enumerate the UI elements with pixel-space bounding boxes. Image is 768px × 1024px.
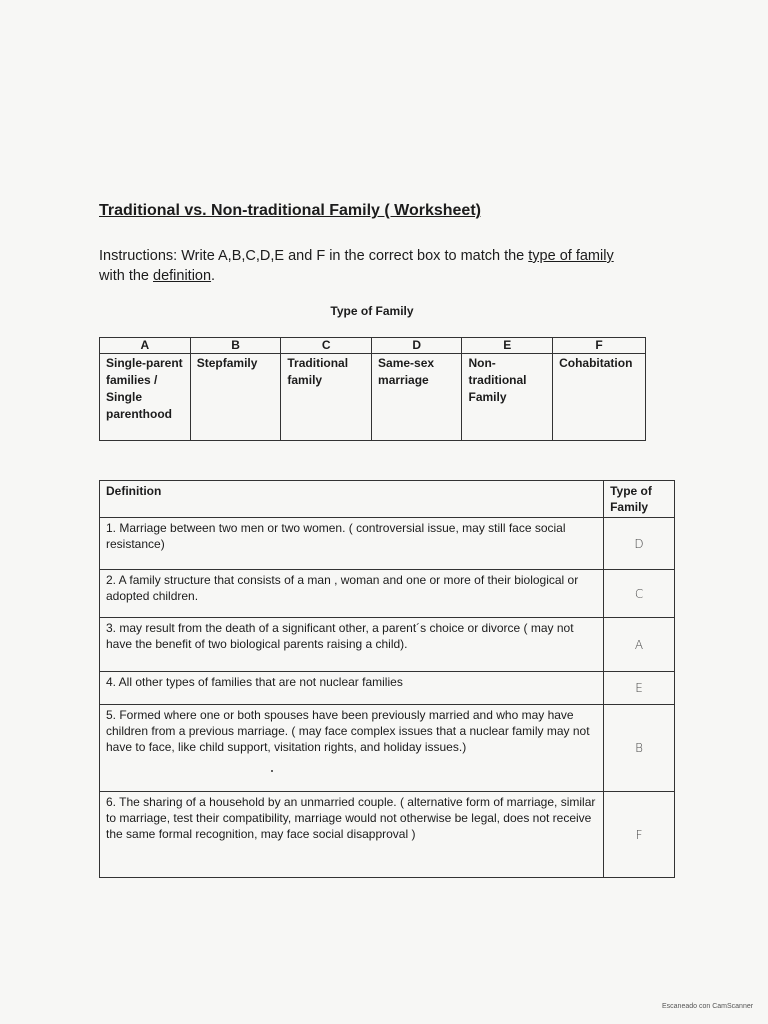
type-letter-a: A: [100, 338, 191, 354]
definition-row: [100, 518, 675, 570]
type-letter-f: F: [553, 338, 646, 354]
definition-text: 3. may result from the death of a significant other, a parent´s choice or divorce ( may not have the benefit of two biological parents raising a child).: [100, 618, 604, 672]
answer-box[interactable]: E: [604, 672, 675, 705]
type-name-f: Cohabitation: [553, 354, 646, 441]
type-name-a: Single-parent families / Single parenthood: [100, 354, 191, 441]
instructions: [99, 246, 639, 286]
definition-row: [100, 705, 675, 792]
definition-row: [100, 618, 675, 672]
family-letters-row: [100, 338, 646, 354]
type-letter-b: B: [190, 338, 281, 354]
type-of-family-heading: Type of Family: [330, 304, 414, 318]
definition-row: [100, 792, 675, 878]
instructions-text-2: with the: [99, 268, 153, 284]
stray-mark: [271, 770, 273, 772]
page-title: Traditional vs. Non-traditional Family ( Worksheet): [99, 202, 481, 219]
instructions-period: .: [211, 268, 216, 284]
family-types-table: [99, 337, 646, 441]
definition-text: 5. Formed where one or both spouses have been previously married and who may have children from a previous marriage. ( may face complex issues that a nuclear family may not have to face, like child support, visitation rights, and holiday issues.): [100, 705, 604, 792]
instructions-underlined-type: type of family: [528, 248, 614, 264]
type-name-d: Same-sex marriage: [372, 354, 462, 441]
definition-text: 4. All other types of families that are not nuclear families: [100, 672, 604, 705]
type-column-header: Type of Family: [604, 481, 675, 518]
type-letter-d: D: [372, 338, 462, 354]
type-name-c: Traditional family: [281, 354, 372, 441]
definitions-table: [99, 480, 675, 878]
scanner-watermark: Escaneado con CamScanner: [662, 1003, 754, 1010]
definition-row: [100, 570, 675, 618]
definition-text: 2. A family structure that consists of a man , woman and one or more of their biological or adopted children.: [100, 570, 604, 618]
answer-box[interactable]: C: [604, 570, 675, 618]
answer-box[interactable]: A: [604, 618, 675, 672]
family-names-row: [100, 354, 646, 441]
type-letter-c: C: [281, 338, 372, 354]
answer-box[interactable]: D: [604, 518, 675, 570]
definition-text: 1. Marriage between two men or two women. ( controversial issue, may still face social resistance): [100, 518, 604, 570]
instructions-text: Instructions: Write A,B,C,D,E and F in the correct box to match the: [99, 248, 529, 264]
type-name-e: Non-traditional Family: [462, 354, 553, 441]
answer-box[interactable]: B: [604, 705, 675, 792]
definitions-header-row: [100, 481, 675, 518]
definition-row: [100, 672, 675, 705]
definition-text: 6. The sharing of a household by an unmarried couple. ( alternative form of marriage, similar to marriage, test their compatibility, marriage would not otherwise be legal, does not receive the same formal recognition, may face social disapproval ): [100, 792, 604, 878]
instructions-underlined-definition: definition: [153, 268, 212, 284]
definition-column-header: Definition: [100, 481, 604, 518]
type-name-b: Stepfamily: [190, 354, 281, 441]
type-letter-e: E: [462, 338, 553, 354]
answer-box[interactable]: F: [604, 792, 675, 878]
